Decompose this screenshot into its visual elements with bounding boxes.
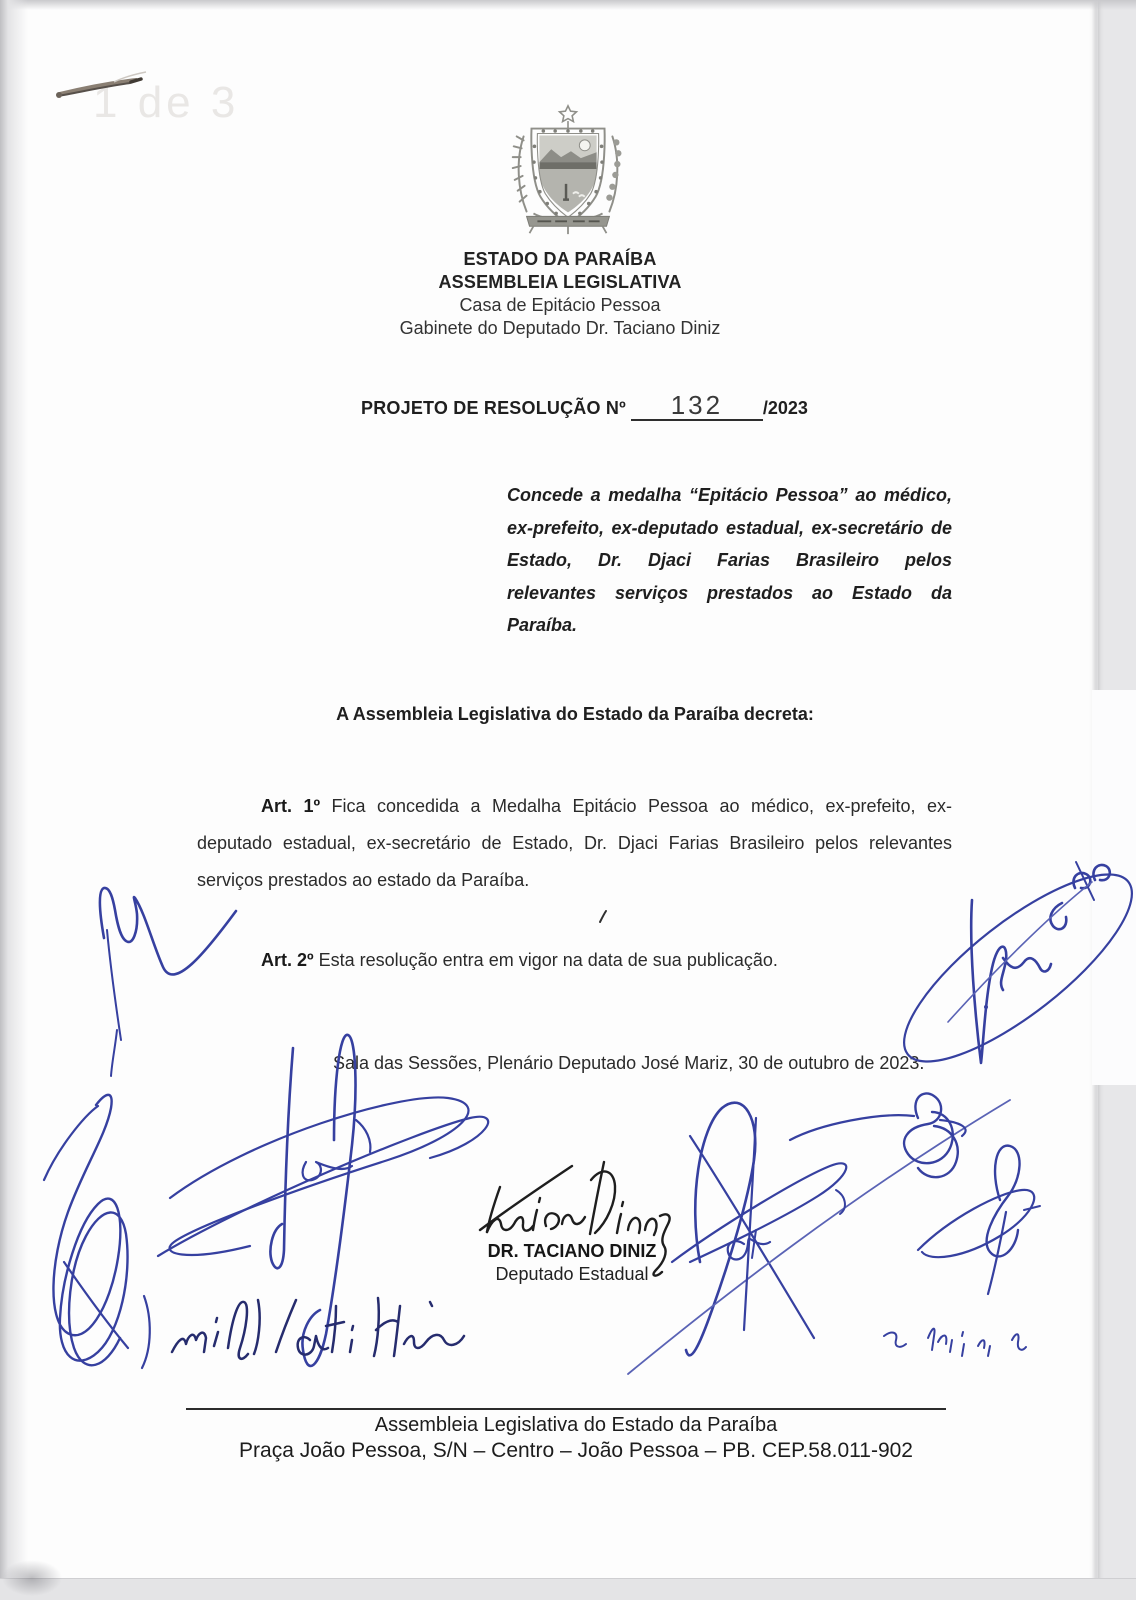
footer-address: Praça João Pessoa, S/N – Centro – João Pessoa – PB. CEP.58.011-902 [239,1439,913,1462]
decree-line: A Assembleia Legislativa do Estado da Paraíba decreta: [336,704,814,724]
scan-edge-top [0,0,1136,10]
date-line: Sala das Sessões, Plenário Deputado José Mariz, 30 de outubro de 2023. [333,1053,925,1073]
letterhead [260,248,860,340]
signer-role: Deputado Estadual [495,1264,649,1284]
scan-edge-bottom [0,1578,1136,1600]
signature-block [462,1240,682,1286]
document-title [361,392,808,421]
scan-corner-shadow [2,1560,62,1596]
letterhead-house: Casa de Epitácio Pessoa [459,295,661,315]
footer-institution: Assembleia Legislativa do Estado da Paraíba [374,1414,778,1436]
staple-mark [52,66,152,108]
article-1-text: Fica concedida a Medalha Epitácio Pessoa ao médico, ex-prefeito, ex-deputado estadual, ex-secretário de Estado, Dr. Djaci Farias Brasileiro pelos relevantes serviços prestados ao estado da Paraíba. [197,796,953,890]
blue-ink-signatures [44,846,1136,1374]
paraiba-coat-of-arms [494,102,642,238]
page-counter-watermark: 1 de 3 [93,78,240,127]
footer-divider [186,1408,946,1410]
title-label: PROJETO DE RESOLUÇÃO Nº [361,398,626,418]
title-year: /2023 [762,398,808,418]
ementa-clause: Concede a medalha “Epitácio Pessoa” ao médico, ex-prefeito, ex-deputado estadual, ex-secretário de Estado, Dr. Djaci Farias Brasileiro pelos relevantes serviços prestados ao Estado da Paraíba. [507,485,952,635]
letterhead-assembly: ASSEMBLEIA LEGISLATIVA [438,272,682,292]
scan-edge-left [0,0,28,1600]
resolution-number: 132 [631,392,763,421]
article-1 [197,788,952,899]
signer-name: DR. TACIANO DINIZ [487,1241,657,1261]
article-2 [197,942,952,979]
scan-edge-notch [1092,690,1136,1085]
letterhead-state: ESTADO DA PARAÍBA [463,249,657,269]
letterhead-office: Gabinete do Deputado Dr. Taciano Diniz [399,318,721,338]
article-2-text: Esta resolução entra em vigor na data de sua publicação. [313,950,778,970]
article-1-label: Art. 1º [261,796,321,816]
navy-ink-signature [172,1298,464,1359]
article-2-label: Art. 2º [261,950,314,970]
